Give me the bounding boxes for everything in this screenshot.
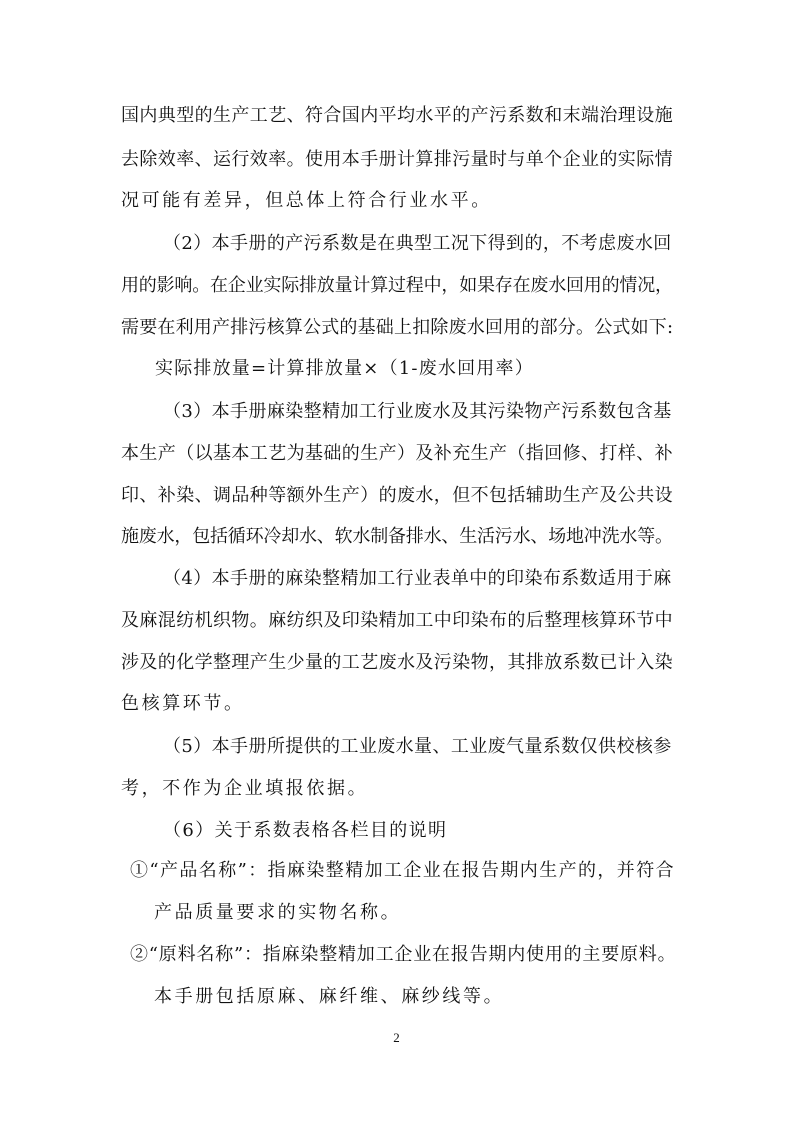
list-item-1-continued: 产品质量要求的实物名称。 bbox=[154, 902, 402, 923]
text-line: 本生产（以基本工艺为基础的生产）及补充生产（指回修、打样、补 bbox=[121, 443, 673, 464]
paragraph-3-start: （3）本手册麻染整精加工行业废水及其污染物产污系数包含基 bbox=[163, 401, 672, 422]
paragraph-5-start: （5）本手册所提供的工业废水量、工业废气量系数仅供校核参 bbox=[163, 736, 672, 757]
paragraph-4-start: （4）本手册的麻染整精加工行业表单中的印染布系数适用于麻 bbox=[163, 568, 672, 589]
list-item-2-continued: 本手册包括原麻、麻纤维、麻纱线等。 bbox=[154, 986, 505, 1007]
text-line: 考，不作为企业填报依据。 bbox=[121, 778, 369, 799]
list-item-2: ②“原料名称”：指麻染整精加工企业在报告期内使用的主要原料。 bbox=[130, 944, 677, 965]
formula-line: 实际排放量=计算排放量×（1-废水回用率） bbox=[155, 358, 534, 379]
text-line: 色核算环节。 bbox=[121, 693, 245, 714]
text-line: 及麻混纺机织物。麻纺织及印染精加工中印染布的后整理核算环节中 bbox=[121, 610, 673, 631]
text-line: 用的影响。在企业实际排放量计算过程中，如果存在废水回用的情况， bbox=[121, 275, 673, 296]
list-item-1: ①“产品名称”：指麻染整精加工企业在报告期内生产的，并符合 bbox=[130, 860, 676, 881]
page-number: 2 bbox=[393, 1030, 400, 1045]
text-line: 印、补染、调品种等额外生产）的废水，但不包括辅助生产及公共设 bbox=[121, 485, 673, 506]
paragraph-2-start: （2）本手册的产污系数是在典型工况下得到的，不考虑废水回 bbox=[163, 233, 672, 254]
text-line: 况可能有差异，但总体上符合行业水平。 bbox=[121, 190, 492, 211]
text-line: 国内典型的生产工艺、符合国内平均水平的产污系数和末端治理设施 bbox=[121, 105, 673, 126]
text-line: 施废水，包括循环冷却水、软水制备排水、生活污水、场地冲洗水等。 bbox=[121, 526, 673, 547]
text-line: 涉及的化学整理产生少量的工艺废水及污染物，其排放系数已计入染 bbox=[121, 652, 673, 673]
text-line: 需要在利用产排污核算公式的基础上扣除废水回用的部分。公式如下: bbox=[121, 317, 674, 338]
paragraph-6-heading: （6）关于系数表格各栏目的说明 bbox=[163, 820, 448, 841]
text-line: 去除效率、运行效率。使用本手册计算排污量时与单个企业的实际情 bbox=[121, 149, 673, 170]
